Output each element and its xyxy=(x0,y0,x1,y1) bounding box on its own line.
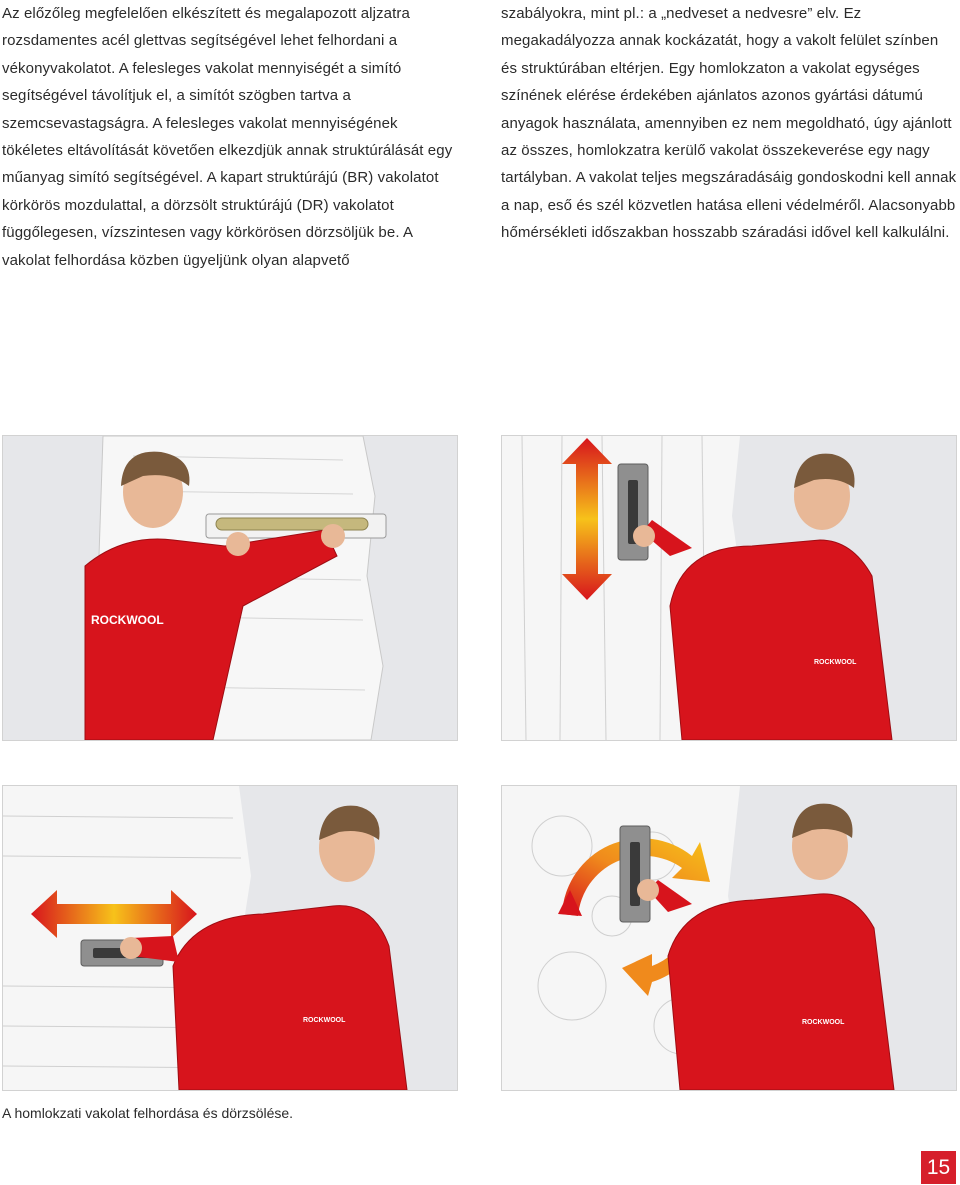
rockwool-logo-3: ROCKWOOL xyxy=(303,1017,346,1024)
illustration-circular-rubbing xyxy=(501,785,957,1091)
rockwool-logo-1: ROCKWOOL xyxy=(91,613,164,627)
rockwool-logo-4: ROCKWOOL xyxy=(802,1019,845,1026)
illustration-applying-plaster xyxy=(2,435,458,741)
rockwool-logo-2: ROCKWOOL xyxy=(814,659,857,666)
figure-caption: A homlokzati vakolat felhordása és dörzsölése. xyxy=(2,1105,294,1121)
illustration-vertical-rubbing xyxy=(501,435,957,741)
page-number: 15 xyxy=(921,1151,956,1184)
illustration-horizontal-rubbing xyxy=(2,785,458,1091)
body-text-right: szabályokra, mint pl.: a „nedveset a nedvesre” elv. Ez megakadályozza annak kockázatát, hogy a vakolt felület színben és struktúrában eltérjen. Egy homlokzaton a vakolat egységes színének elérése érdekében ajánlatos azonos gyártási dátumú anyagok használata, amennyiben ez nem megoldható, úgy ajánlott az összes, homlokzatra kerülő vakolat összekeverése egy nagy tartályban. A vakolat teljes megszáradásáig gondoskodni kell annak a nap, eső és szél közvetlen hatása elleni védelméről. Alacsonyabb hőmérsékleti időszakban hosszabb száradási idővel kell kalkulálni. xyxy=(501,5,957,242)
body-text-left: Az előzőleg megfelelően elkészített és megalapozott aljzatra rozsdamentes acél glettvas segítségével lehet felhordani a vékonyvakolatot. A felesleges vakolat mennyiségét a simító segítségével távolítjuk el, a simítót szögben tartva a szemcsevastagságra. A felesleges vakolat mennyiségének tökéletes eltávolítását követően elkezdjük annak struktúrálását egy műanyag simító segítségével. A kapart struktúrájú (BR) vakolatot körkörös mozdulattal, a dörzsölt struktúrájú (DR) vakolatot függőlegesen, vízszintesen vagy körkörösen dörzsöljük be. A vakolat felhordása közben ügyeljünk olyan alapvető xyxy=(2,5,453,269)
